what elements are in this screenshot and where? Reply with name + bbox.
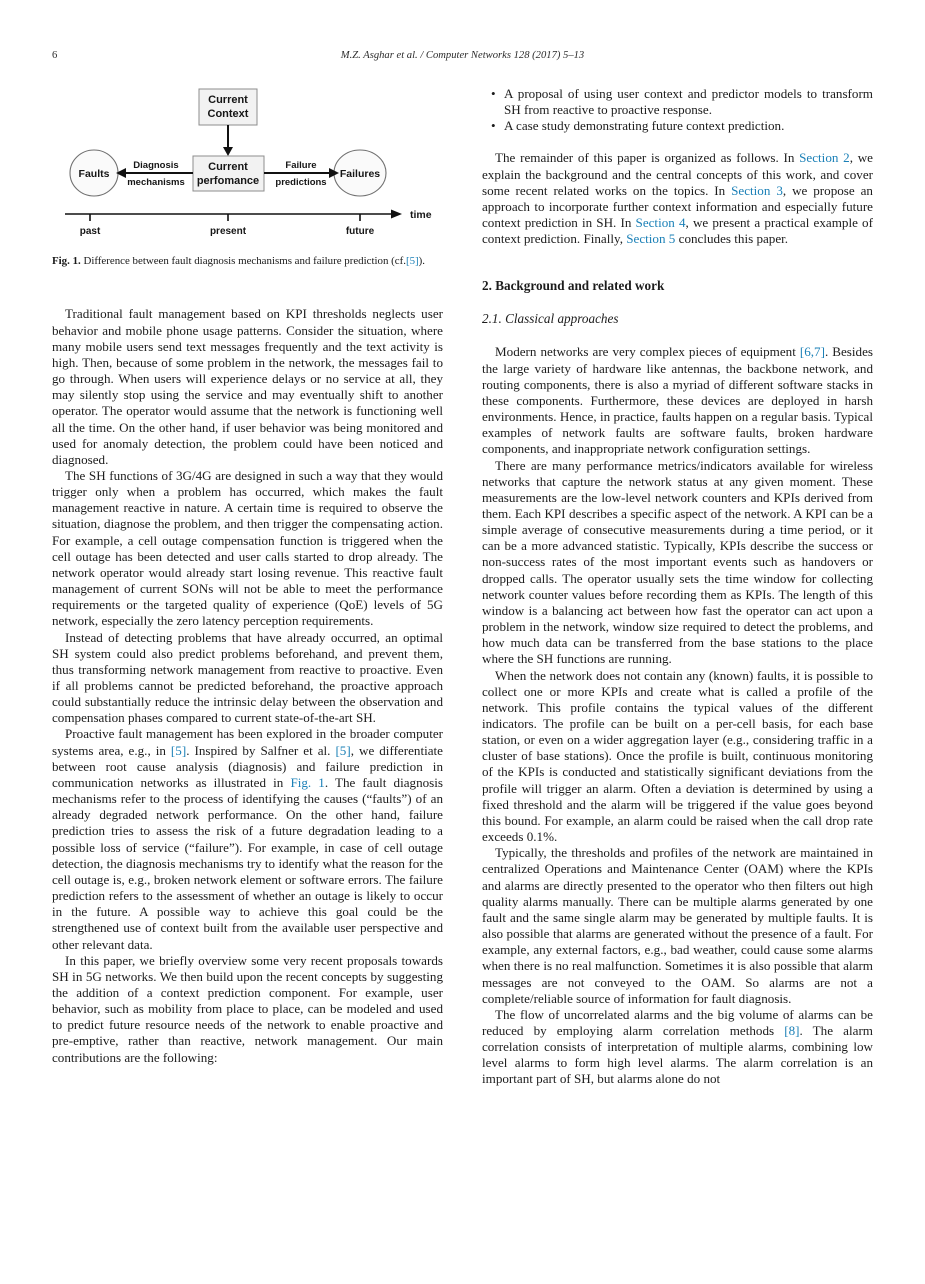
text-run: Instead of detecting problems that have already occurred, an optimal SH system could also predict problems beforehand, and prevent them, thus transforming network management from reactive to proactive. Even if all problems cannot be predicted beforehand, the proactive approach could substantially reduce the intrinsic delay between the observation and compensation phases compared to current state-of-the-art SH. xyxy=(52,629,443,726)
faults-label: Faults xyxy=(78,168,110,180)
text-run: Difference between fault diagnosis mechanisms and failure prediction (cf. xyxy=(80,255,406,267)
contribution-bullet: • A case study demonstrating future context prediction. xyxy=(482,118,873,134)
current-performance-label-line1: Current xyxy=(208,161,248,173)
current-performance-label-line2: perfomance xyxy=(196,175,260,187)
paragraph xyxy=(482,1007,873,1088)
text-run: The remainder of this paper is organized as follows. In xyxy=(495,150,800,166)
text-run: The flow of uncorrelated alarms and the big volume of alarms can be reduced by employing alarm correlation methods xyxy=(482,1006,873,1038)
text-run: ). xyxy=(418,255,425,267)
contributions-list xyxy=(482,86,873,134)
subsection-heading: 2.1. Classical approaches xyxy=(482,311,619,327)
text-run: , we present a practical example of context prediction. Finally, xyxy=(482,215,873,247)
text-run: concludes this paper. xyxy=(675,231,789,247)
diagnosis-label-line1: Diagnosis xyxy=(133,160,179,171)
right-column xyxy=(482,86,873,1088)
left-column-paragraphs xyxy=(52,306,443,1065)
text-run: . Besides the large variety of hardware like antennas, the backbone network, and routing components, there is also a myriad of different software stacks in these components. Furthermore, these devices are deployed in harsh environments. Hence, in practice, faults happen on a regular basis. Typical examples of network faults are software faults, broken hardware components, and inappropriate network configuration settings. xyxy=(482,344,873,457)
future-label: future xyxy=(345,226,375,237)
figure-1-caption xyxy=(52,255,443,268)
current-context-label-line2: Context xyxy=(207,108,249,120)
citation-link[interactable]: [5] xyxy=(170,742,187,758)
paragraph xyxy=(52,306,443,468)
past-label: past xyxy=(79,226,101,237)
page-container xyxy=(0,50,925,1088)
two-column-body xyxy=(52,86,873,1088)
text-run: Traditional fault management based on KPI thresholds neglects user behavior and mobile phone usage patterns. Consider the situation, where many mobile users send text messages frequently and the text activity is high. Then, because of some problem in the network, the messages fail to go through. When users will experience delays or no service at all, they may silently stop using the service and may eventually shift to another operator. The operator would assume that the network is functioning well all the time. On the other hand, if user behavior was being monitored and used for anomaly detection, the problem could have been noticed and diagnosed. xyxy=(52,306,443,467)
present-label: present xyxy=(209,226,247,237)
text-run: . The fault diagnosis mechanisms refer to the process of identifying the causes (“faults”) of an already degraded network performance. On the other hand, failure prediction tries to assess the risk of a future degradation leading to a possible loss of service (“failure”). For example, in case of cell outage detection, the diagnosis mechanisms try to identify what the reason for the cell outage is, e.g., broken network element or software errors. The failure prediction refers to the assessment of whether an outage is likely to occur in the future. A possible way to achieve this goal could be the strengthened use of context built from the available user perspective and other relevant data. xyxy=(52,774,443,952)
time-axis-label: time xyxy=(410,209,432,221)
contribution-bullet: • A proposal of using user context and predictor models to transform SH from reactive to proactive response. xyxy=(482,86,873,118)
failure-prediction-label-line2: predictions xyxy=(275,177,327,188)
paragraph xyxy=(52,953,443,1066)
citation-link[interactable]: Section 2 xyxy=(799,150,850,166)
section-heading: 2. Background and related work xyxy=(482,278,665,294)
diagnosis-label-line2: mechanisms xyxy=(127,177,185,188)
text-run: , we propose an approach to incorporate further context information and especially future context prediction in SH. In xyxy=(482,182,873,231)
text-run: Modern networks are very complex pieces of equipment xyxy=(495,344,800,360)
running-head: M.Z. Asghar et al. / Computer Networks 128 (2017) 5–13 xyxy=(340,50,585,61)
citation-link[interactable]: Section 5 xyxy=(626,231,676,247)
text-run: When the network does not contain any (known) faults, it is possible to collect one or more KPIs and create what is called a profile of the network. This profile contains the typical values of the different indicators. The profile can be built on a per-cell basis, for each base station, or even on a wider aggregation layer (e.g., considering traffic in a cluster of base stations). Once the profile is built, continuous monitoring of the KPIs is conducted and statistically significant deviations from the profile will trigger an alarm. Often a deviation is determined by using a fixed threshold and the alarm will be triggered if the value goes beyond this bound. For example, an alarm could be raised when the call drop rate exceeds 0.1%. xyxy=(482,667,873,845)
right-column-paragraphs xyxy=(482,344,873,1087)
paragraph xyxy=(52,468,443,630)
left-column xyxy=(52,86,443,1088)
citation-link[interactable]: Fig. 1 xyxy=(290,774,325,790)
failures-label: Failures xyxy=(339,168,381,180)
text-run: , we explain the background and the central concepts of this work, and cover some recent related works on the topics. In xyxy=(482,150,873,198)
citation-link[interactable]: [5] xyxy=(335,742,351,758)
paragraph xyxy=(482,458,873,668)
timeline-arrowhead-icon xyxy=(391,210,402,219)
text-run: The SH functions of 3G/4G are designed in such a way that they would trigger only when a problem has occurred, which makes the fault management reactive in nature. A certain time is required to observe the situation, diagnose the problem, and then trigger the compensating action. For example, a cell outage compensation function is triggered when the cell outage has been detected and user calls started to drop already. The network operator would already start losing revenue. This reactive fault management of current SONs will not be able to meet the performance requirements or the targeted quality of experience (QoE) levels of 5G network, especially the zero latency perception requirements. xyxy=(52,467,443,629)
caption-label: Fig. 1. xyxy=(52,255,81,267)
paragraph xyxy=(482,845,873,1007)
text-run: Typically, the thresholds and profiles of the network are maintained in centralized Operations and Maintenance Center (OAM) where the KPIs and alarms are directly presented to the operator who then filters out high quality alarms manually. There can be multiple alarms generated by one fault and the same single alarm may be generated by multiple faults. It is also possible that alarms are generated without the presence of a fault. For example, any external factors, e.g., bad weather, could cause some alarms when there is no real malfunction. Sometimes it is also possible that alarm messages are not conveyed to the OAM. So alarms are not a complete/reliable source of information for fault diagnosis. xyxy=(482,845,873,1006)
figure-1-diagram xyxy=(52,86,443,238)
page-number: 6 xyxy=(52,50,58,61)
failure-prediction-label-line1: Failure xyxy=(285,160,317,171)
text-run: . Inspired by Salfner et al. xyxy=(186,742,336,758)
paper-page xyxy=(0,50,925,1284)
text-run: There are many performance metrics/indicators available for wireless networks that capture the network status at any given moment. These measurements are the low-level network counters and KPIs derived from them. Each KPI describes a specific aspect of the network. A KPI can be a simple average of consecutive measurements during a time period, or it can be a more advanced statistic. Typically, KPIs describe the success or non-success rates of the most important events such as handovers or dropped calls. The operator usually sets the time window for collecting network counter values before recording them as KPIs. The length of this window is a balancing act between how fast the operator can act upon a problem in the network, window size required to detect the problems, and how much data can be transferred from the base stations to the place where the SH functions are running. xyxy=(482,457,873,667)
figure-1 xyxy=(52,86,443,268)
paragraph xyxy=(482,668,873,846)
citation-link[interactable]: [8] xyxy=(784,1022,800,1038)
paper-organization-paragraph xyxy=(482,150,873,247)
citation-link[interactable]: Section 4 xyxy=(635,215,686,231)
text-run: In this paper, we briefly overview some very recent proposals towards SH in 5G networks. We then build upon the recent concepts by suggesting the addition of a context prediction component. For example, user behavior, such as mobility from place to place, can be modeled and used to predict future resource needs of the network to enable proactive and pre-emptive, rather than reactive, network management. Our main contributions are the following: xyxy=(52,952,443,1065)
paragraph xyxy=(52,726,443,952)
text-run: , we differentiate between root cause analysis (diagnosis) and failure prediction in communication networks as illustrated in xyxy=(52,742,443,790)
paragraph xyxy=(482,344,873,457)
page-header xyxy=(52,50,873,64)
paragraph xyxy=(482,150,873,247)
down-arrowhead-icon xyxy=(223,147,233,156)
text-run: Proactive fault management has been explored in the broader computer systems area, e.g., in xyxy=(52,726,443,758)
citation-link[interactable]: [5] xyxy=(405,255,419,267)
current-context-label-line1: Current xyxy=(208,94,248,106)
paragraph xyxy=(52,630,443,727)
citation-link[interactable]: Section 3 xyxy=(731,182,783,198)
text-run: . The alarm correlation consists of interpretation of multiple alarms, combining low level alarms to form high level alarms. The alarm correlation is an important part of SH, but alarms alone do not xyxy=(482,1022,873,1087)
citation-link[interactable]: [6,7] xyxy=(799,344,825,360)
